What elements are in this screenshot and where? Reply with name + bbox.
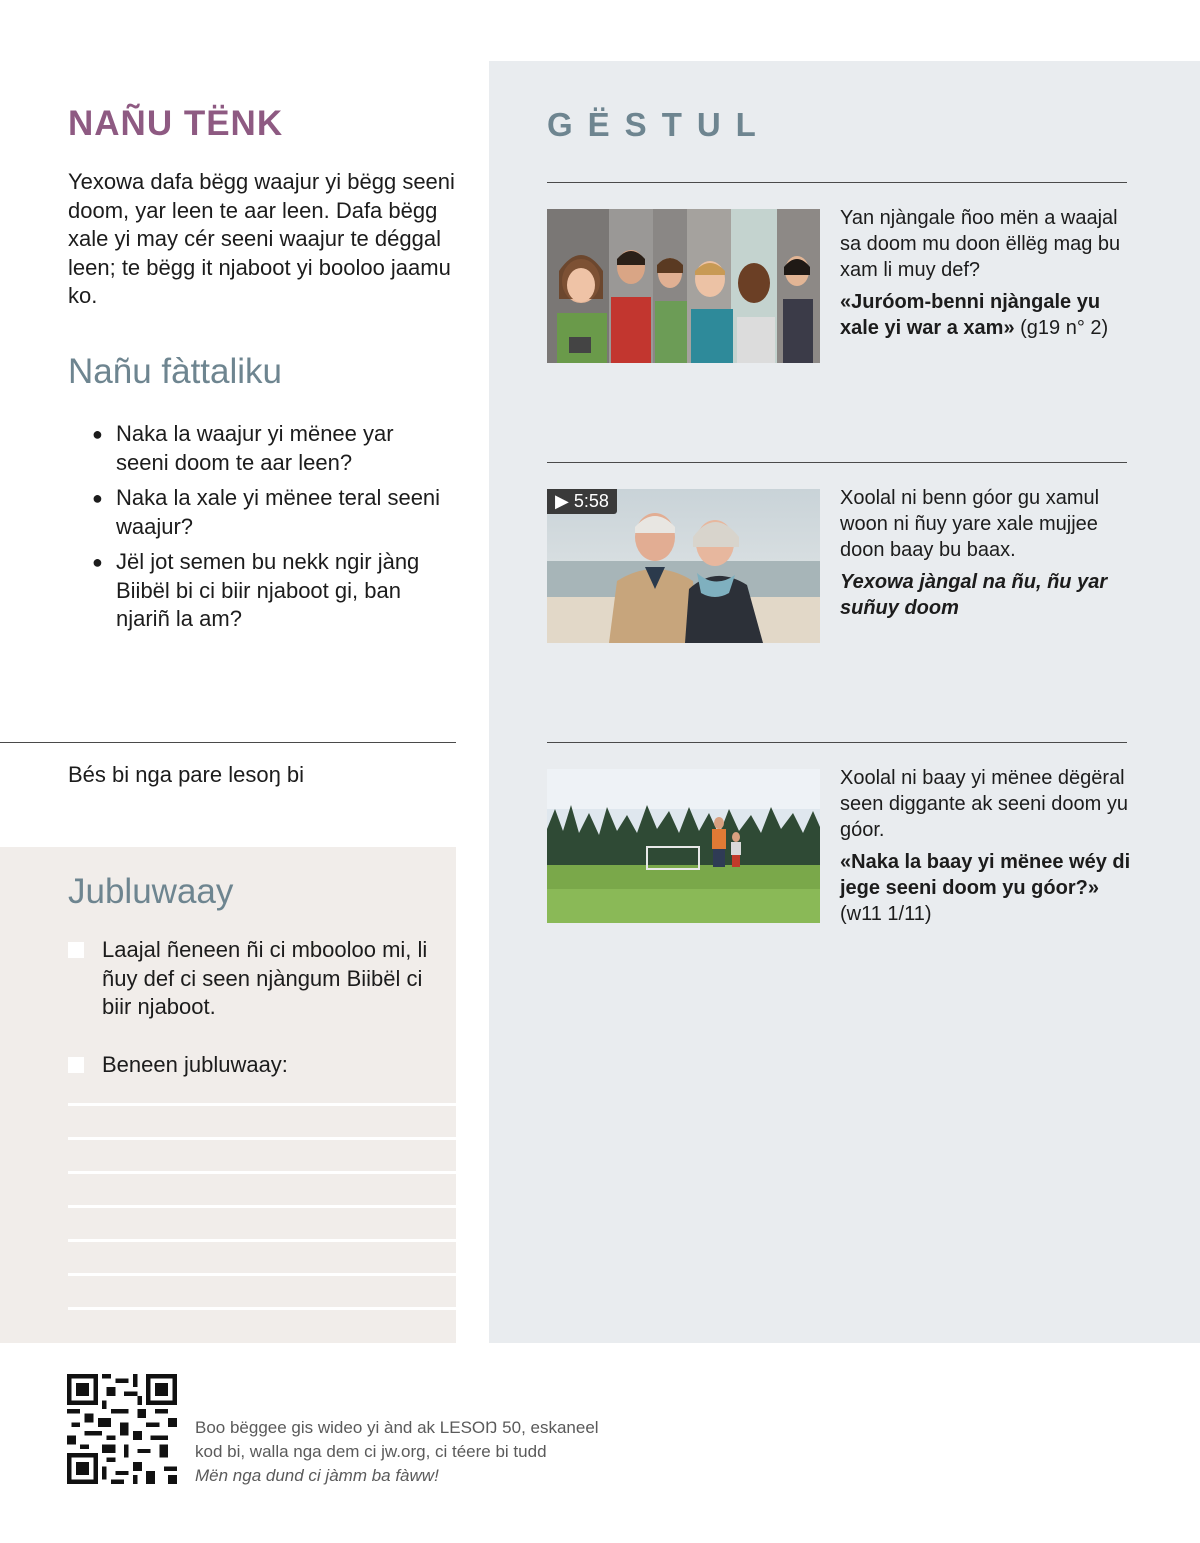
write-line[interactable] [68,1205,456,1208]
checkbox[interactable] [68,942,84,958]
bullet-icon: ● [92,552,103,572]
goals-panel [0,847,456,1343]
review-heading: Nañu fàttaliku [68,352,283,391]
explore-question: Xoolal ni baay yi mënee dëgëral seen diggante ak seeni doom yu góor. [840,767,1128,841]
bullet-icon: ● [92,424,103,444]
explore-item-text [840,205,1132,341]
write-line[interactable] [68,1137,456,1140]
qr-code-icon[interactable] [67,1374,177,1484]
summary-text: Yexowa dafa bëgg waajur yi bëgg seeni doom, yar leen te aar leen. Dafa bëgg xale yi may cér seeni waajur te déggal leen; te bëgg it njaboot yi booloo jaamu ko. [68,169,455,308]
explore-title[interactable]: Yexowa jàngal na ñu, ñu yar suñuy doom [840,571,1108,619]
video-duration-badge: ▶ 5:58 [547,489,617,514]
completion-date-label: Bés bi nga pare lesoŋ bi [68,762,305,787]
divider [0,742,456,743]
write-line[interactable] [68,1103,456,1106]
divider [547,742,1127,743]
divider [547,182,1127,183]
explore-title[interactable]: «Juróom-benni njàngale yu xale yi war a xam» (g19 n° 2) [840,291,1109,339]
divider [547,462,1127,463]
video-thumbnail[interactable] [547,489,820,643]
explore-item-text [840,485,1132,621]
write-line[interactable] [68,1239,456,1242]
checkbox[interactable] [68,1057,84,1073]
summary-heading: NAÑU TËNK [68,104,284,143]
review-item: ● Naka la xale yi mënee teral seeni waajur? [92,485,441,539]
explore-reference: (w11 1/11) [840,903,932,925]
goal-item[interactable]: Laajal ñeneen ñi ci mbooloo mi, li ñuy def ci seen njàngum Biibël ci biir njaboot. [68,936,428,1022]
write-line[interactable] [68,1171,456,1174]
review-item: ● Jël jot semen bu nekk ngir jàng Biibël bi ci biir njaboot gi, ban njariñ la am? [92,549,420,631]
children-lineup-image [547,209,820,363]
explore-question: Yan njàngale ñoo mën a waajal sa doom mu doon ëllëg mag bu xam li muy def? [840,207,1121,281]
goals-heading: Jubluwaay [68,872,234,911]
bullet-icon: ● [92,488,103,508]
article-thumbnail[interactable] [547,769,820,923]
article-thumbnail[interactable] [547,209,820,363]
explore-question: Xoolal ni benn góor gu xamul woon ni ñuy yare xale mujjee doon baay bu baax. [840,487,1100,561]
explore-title[interactable]: «Naka la baay yi mënee wéy di jege seeni doom yu góor?» [840,851,1131,899]
goal-item[interactable]: Beneen jubluwaay: [68,1051,428,1080]
write-line[interactable] [68,1273,456,1276]
play-icon: ▶ [555,491,569,511]
write-line[interactable] [68,1307,456,1310]
book-title[interactable]: Mën nga dund ci jàmm ba fàww! [195,1466,439,1485]
explore-heading: GËSTUL [547,106,771,143]
explore-reference: (g19 n° 2) [1020,317,1109,339]
review-item: ● Naka la waajur yi mënee yar seeni doom te aar leen? [92,421,394,475]
explore-item-text [840,765,1132,927]
father-son-field-image [547,769,820,923]
review-list [92,420,442,641]
footer-text: Boo bëggee gis wideo yi ànd ak LESOŊ 50, eskaneel kod bi, walla nga dem ci jw.org, ci téere bi tudd Mën nga dund ci jàmm ba fàww! [195,1416,665,1488]
